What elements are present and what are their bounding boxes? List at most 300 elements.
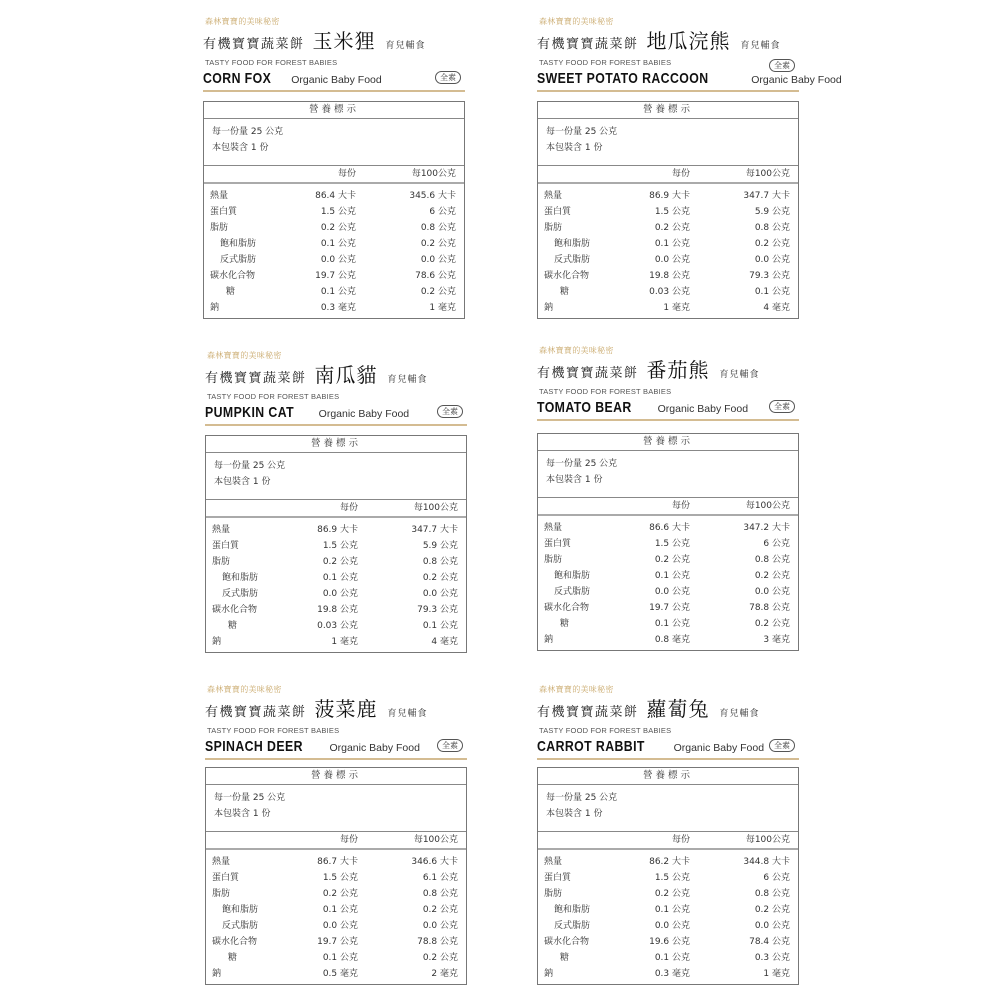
english-product-name: SPINACH DEER bbox=[205, 738, 303, 755]
nutrient-row-calories bbox=[204, 188, 464, 204]
col-per-100g: 每100公克 bbox=[413, 503, 458, 513]
nutrient-label: 飽和脂肪 bbox=[222, 905, 259, 915]
serving-size: 每一份量 25 公克 bbox=[212, 127, 284, 137]
nutrient-row-protein bbox=[538, 204, 798, 220]
per-serving-value: 86.9 大卡 bbox=[317, 525, 358, 535]
nutrient-label: 熱量 bbox=[544, 191, 563, 201]
serving-info bbox=[206, 785, 466, 832]
per-100g-value: 2 毫克 bbox=[431, 969, 458, 979]
nutrient-label: 脂肪 bbox=[544, 889, 563, 899]
divider bbox=[537, 90, 799, 92]
product-header bbox=[537, 345, 799, 423]
nutrient-row-fat bbox=[538, 220, 798, 236]
per-serving-value: 0.1 公克 bbox=[322, 573, 358, 583]
product-animal-name: 菠菜鹿 bbox=[314, 697, 378, 721]
col-per-100g: 每100公克 bbox=[413, 835, 458, 845]
english-title-line bbox=[205, 736, 420, 755]
nutrient-rows bbox=[206, 850, 466, 984]
nutrition-table-title: 營養標示 bbox=[206, 436, 466, 453]
per-serving-value: 1 毫克 bbox=[331, 637, 358, 647]
nutrient-label: 鈉 bbox=[212, 969, 222, 979]
nutrient-row-carbohydrate bbox=[538, 600, 798, 616]
col-per-100g: 每100公克 bbox=[745, 501, 790, 511]
nutrition-table bbox=[537, 767, 799, 985]
per-100g-value: 347.7 大卡 bbox=[411, 525, 458, 535]
nutrient-row-calories bbox=[538, 854, 798, 870]
per-100g-value: 0.8 公克 bbox=[420, 223, 456, 233]
product-title bbox=[205, 359, 428, 388]
tagline: 森林寶寶的美味秘密 bbox=[207, 351, 282, 360]
nutrition-table bbox=[203, 101, 465, 319]
english-product-name: TOMATO BEAR bbox=[537, 399, 632, 416]
per-serving-value: 1.5 公克 bbox=[654, 207, 690, 217]
nutrient-rows bbox=[538, 850, 798, 984]
serving-size: 每一份量 25 公克 bbox=[546, 459, 618, 469]
per-serving-value: 86.9 大卡 bbox=[649, 191, 690, 201]
per-serving-value: 0.03 公克 bbox=[317, 621, 358, 631]
per-serving-value: 19.7 公克 bbox=[315, 271, 356, 281]
organic-label: Organic Baby Food bbox=[329, 742, 420, 754]
per-100g-value: 347.7 大卡 bbox=[743, 191, 790, 201]
nutrition-table-title: 營養標示 bbox=[538, 434, 798, 451]
tasty-subtitle: TASTY FOOD FOR FOREST BABIES bbox=[207, 392, 340, 401]
per-serving-value: 0.2 公克 bbox=[654, 889, 690, 899]
nutrient-row-trans-fat bbox=[538, 252, 798, 268]
servings-per-pack: 本包裝含 1 份 bbox=[546, 143, 603, 153]
nutrition-table-title: 營養標示 bbox=[204, 102, 464, 119]
tasty-subtitle: TASTY FOOD FOR FOREST BABIES bbox=[539, 58, 672, 67]
per-serving-value: 19.8 公克 bbox=[649, 271, 690, 281]
per-100g-value: 79.3 公克 bbox=[417, 605, 458, 615]
nutrient-row-sugar bbox=[206, 618, 466, 634]
organic-label: Organic Baby Food bbox=[318, 408, 410, 420]
nutrient-label: 碳水化合物 bbox=[212, 937, 258, 947]
per-serving-value: 19.7 公克 bbox=[317, 937, 358, 947]
product-suffix: 育兒輔食 bbox=[719, 370, 760, 380]
per-100g-value: 6 公克 bbox=[429, 207, 456, 217]
nutrient-label: 糖 bbox=[560, 619, 570, 629]
nutrient-row-carbohydrate bbox=[538, 268, 798, 284]
per-serving-value: 1 毫克 bbox=[663, 303, 690, 313]
product-animal-name: 蘿蔔兔 bbox=[646, 697, 710, 721]
column-headers bbox=[206, 832, 466, 850]
english-title-line bbox=[537, 397, 748, 416]
divider bbox=[203, 90, 465, 92]
nutrient-row-carbohydrate bbox=[206, 934, 466, 950]
col-per-serving: 每份 bbox=[339, 503, 358, 513]
product-panel-corn-fox bbox=[203, 16, 465, 313]
per-100g-value: 78.6 公克 bbox=[415, 271, 456, 281]
per-100g-value: 347.2 大卡 bbox=[743, 523, 790, 533]
nutrient-row-fat bbox=[538, 886, 798, 902]
nutrient-rows bbox=[206, 518, 466, 652]
per-serving-value: 0.03 公克 bbox=[649, 287, 690, 297]
product-title bbox=[537, 25, 781, 54]
per-100g-value: 346.6 大卡 bbox=[411, 857, 458, 867]
nutrient-row-carbohydrate bbox=[206, 602, 466, 618]
nutrient-row-fat bbox=[206, 554, 466, 570]
serving-size: 每一份量 25 公克 bbox=[214, 793, 286, 803]
english-title-line bbox=[537, 68, 842, 87]
nutrient-label: 飽和脂肪 bbox=[220, 239, 257, 249]
nutrition-table bbox=[205, 435, 467, 653]
serving-info bbox=[538, 785, 798, 832]
per-100g-value: 0.0 公克 bbox=[420, 255, 456, 265]
per-serving-value: 0.0 公克 bbox=[654, 921, 690, 931]
per-100g-value: 0.0 公克 bbox=[754, 587, 790, 597]
per-serving-value: 0.1 公克 bbox=[654, 905, 690, 915]
per-100g-value: 0.8 公克 bbox=[754, 223, 790, 233]
per-serving-value: 0.1 公克 bbox=[320, 239, 356, 249]
product-panel-carrot-rabbit bbox=[537, 684, 799, 979]
organic-label: Organic Baby Food bbox=[751, 74, 842, 86]
per-serving-value: 0.1 公克 bbox=[320, 287, 356, 297]
nutrient-row-calories bbox=[538, 188, 798, 204]
vegan-badge: 全素 bbox=[769, 400, 795, 413]
divider bbox=[537, 419, 799, 421]
english-product-name: CORN FOX bbox=[203, 70, 272, 87]
per-serving-value: 0.1 公克 bbox=[322, 953, 358, 963]
nutrient-label: 糖 bbox=[228, 953, 238, 963]
tasty-subtitle: TASTY FOOD FOR FOREST BABIES bbox=[205, 58, 338, 67]
nutrient-label: 碳水化合物 bbox=[210, 271, 256, 281]
nutrient-label: 飽和脂肪 bbox=[554, 571, 591, 581]
per-100g-value: 0.0 公克 bbox=[422, 589, 458, 599]
product-header bbox=[537, 16, 842, 94]
nutrient-row-protein bbox=[206, 870, 466, 886]
nutrient-label: 反式脂肪 bbox=[554, 255, 591, 265]
nutrient-label: 碳水化合物 bbox=[544, 937, 590, 947]
per-serving-value: 0.0 公克 bbox=[320, 255, 356, 265]
per-100g-value: 0.2 公克 bbox=[422, 953, 458, 963]
per-100g-value: 1 毫克 bbox=[763, 969, 790, 979]
nutrient-row-protein bbox=[204, 204, 464, 220]
nutrition-table-title: 營養標示 bbox=[538, 768, 798, 785]
nutrient-label: 糖 bbox=[560, 953, 570, 963]
per-100g-value: 1 毫克 bbox=[429, 303, 456, 313]
per-100g-value: 78.4 公克 bbox=[749, 937, 790, 947]
nutrient-label: 碳水化合物 bbox=[544, 603, 590, 613]
nutrient-row-trans-fat bbox=[538, 918, 798, 934]
nutrient-row-sugar bbox=[538, 950, 798, 966]
per-100g-value: 4 毫克 bbox=[763, 303, 790, 313]
nutrient-label: 糖 bbox=[226, 287, 236, 297]
nutrient-label: 蛋白質 bbox=[210, 207, 238, 217]
col-per-serving: 每份 bbox=[337, 169, 356, 179]
nutrient-label: 蛋白質 bbox=[544, 207, 572, 217]
per-serving-value: 0.8 毫克 bbox=[654, 635, 690, 645]
serving-info bbox=[204, 119, 464, 166]
per-100g-value: 345.6 大卡 bbox=[409, 191, 456, 201]
per-serving-value: 0.2 公克 bbox=[322, 557, 358, 567]
product-header bbox=[205, 350, 467, 428]
nutrient-label: 飽和脂肪 bbox=[222, 573, 259, 583]
english-title-line bbox=[205, 402, 409, 421]
english-product-name: PUMPKIN CAT bbox=[205, 404, 295, 421]
column-headers bbox=[538, 832, 798, 850]
nutrient-label: 熱量 bbox=[212, 525, 231, 535]
nutrient-row-sodium bbox=[538, 966, 798, 982]
tagline: 森林寶寶的美味秘密 bbox=[207, 685, 282, 694]
serving-size: 每一份量 25 公克 bbox=[546, 793, 618, 803]
nutrient-row-saturated-fat bbox=[204, 236, 464, 252]
product-header bbox=[205, 684, 467, 762]
per-100g-value: 0.0 公克 bbox=[754, 921, 790, 931]
organic-label: Organic Baby Food bbox=[657, 403, 749, 415]
column-headers bbox=[538, 498, 798, 516]
nutrient-row-sodium bbox=[538, 632, 798, 648]
per-serving-value: 0.3 毫克 bbox=[320, 303, 356, 313]
nutrient-row-saturated-fat bbox=[206, 902, 466, 918]
nutrient-label: 脂肪 bbox=[212, 889, 231, 899]
nutrient-row-fat bbox=[206, 886, 466, 902]
per-serving-value: 86.7 大卡 bbox=[317, 857, 358, 867]
nutrient-row-trans-fat bbox=[206, 918, 466, 934]
vegan-badge: 全素 bbox=[437, 405, 463, 418]
nutrient-row-sugar bbox=[206, 950, 466, 966]
nutrient-label: 蛋白質 bbox=[544, 539, 572, 549]
english-title-line bbox=[537, 736, 764, 755]
nutrient-label: 脂肪 bbox=[212, 557, 231, 567]
nutrient-label: 蛋白質 bbox=[212, 541, 240, 551]
serving-size: 每一份量 25 公克 bbox=[214, 461, 286, 471]
per-serving-value: 19.8 公克 bbox=[317, 605, 358, 615]
nutrient-label: 熱量 bbox=[212, 857, 231, 867]
per-100g-value: 0.8 公克 bbox=[754, 889, 790, 899]
product-suffix: 育兒輔食 bbox=[719, 709, 760, 719]
col-per-serving: 每份 bbox=[671, 835, 690, 845]
per-100g-value: 78.8 公克 bbox=[417, 937, 458, 947]
per-100g-value: 6 公克 bbox=[763, 873, 790, 883]
nutrient-row-protein bbox=[206, 538, 466, 554]
product-panel-pumpkin-cat bbox=[205, 350, 467, 647]
per-100g-value: 0.8 公克 bbox=[422, 557, 458, 567]
nutrient-row-trans-fat bbox=[206, 586, 466, 602]
product-animal-name: 南瓜貓 bbox=[314, 363, 378, 387]
per-serving-value: 1.5 公克 bbox=[654, 873, 690, 883]
english-title-line bbox=[203, 68, 382, 87]
per-serving-value: 0.1 公克 bbox=[654, 571, 690, 581]
nutrient-label: 蛋白質 bbox=[544, 873, 572, 883]
nutrient-label: 鈉 bbox=[544, 969, 554, 979]
per-serving-value: 1.5 公克 bbox=[322, 873, 358, 883]
product-prefix: 有機寶寶蔬菜餅 bbox=[537, 366, 639, 381]
per-serving-value: 19.7 公克 bbox=[649, 603, 690, 613]
nutrient-label: 反式脂肪 bbox=[222, 589, 259, 599]
per-100g-value: 6.1 公克 bbox=[422, 873, 458, 883]
nutrient-row-fat bbox=[204, 220, 464, 236]
per-serving-value: 0.0 公克 bbox=[322, 921, 358, 931]
product-animal-name: 地瓜浣熊 bbox=[646, 29, 731, 53]
col-per-100g: 每100公克 bbox=[411, 169, 456, 179]
nutrition-table-title: 營養標示 bbox=[206, 768, 466, 785]
per-serving-value: 0.1 公克 bbox=[322, 905, 358, 915]
per-serving-value: 0.0 公克 bbox=[654, 587, 690, 597]
nutrient-row-sugar bbox=[204, 284, 464, 300]
nutrient-label: 熱量 bbox=[544, 857, 563, 867]
nutrient-row-calories bbox=[206, 522, 466, 538]
per-100g-value: 0.2 公克 bbox=[422, 905, 458, 915]
per-100g-value: 0.2 公克 bbox=[754, 905, 790, 915]
divider bbox=[537, 758, 799, 760]
product-title bbox=[537, 354, 760, 383]
product-panel-spinach-deer bbox=[205, 684, 467, 979]
per-100g-value: 344.8 大卡 bbox=[743, 857, 790, 867]
product-prefix: 有機寶寶蔬菜餅 bbox=[205, 371, 307, 386]
nutrient-label: 反式脂肪 bbox=[554, 587, 591, 597]
column-headers bbox=[538, 166, 798, 184]
per-serving-value: 0.0 公克 bbox=[322, 589, 358, 599]
nutrient-row-saturated-fat bbox=[538, 902, 798, 918]
per-100g-value: 0.2 公克 bbox=[754, 239, 790, 249]
nutrient-row-sodium bbox=[538, 300, 798, 316]
product-suffix: 育兒輔食 bbox=[387, 375, 428, 385]
product-prefix: 有機寶寶蔬菜餅 bbox=[537, 37, 639, 52]
nutrient-label: 反式脂肪 bbox=[554, 921, 591, 931]
per-100g-value: 0.3 公克 bbox=[754, 953, 790, 963]
product-prefix: 有機寶寶蔬菜餅 bbox=[205, 705, 307, 720]
nutrient-row-protein bbox=[538, 536, 798, 552]
divider bbox=[205, 758, 467, 760]
vegan-badge: 全素 bbox=[437, 739, 463, 752]
product-panel-sweet-potato-raccoon bbox=[537, 16, 842, 313]
per-100g-value: 0.0 公克 bbox=[754, 255, 790, 265]
per-serving-value: 0.5 毫克 bbox=[322, 969, 358, 979]
nutrient-label: 反式脂肪 bbox=[220, 255, 257, 265]
per-serving-value: 1.5 公克 bbox=[322, 541, 358, 551]
nutrient-rows bbox=[204, 184, 464, 318]
per-100g-value: 0.2 公克 bbox=[754, 619, 790, 629]
nutrient-label: 鈉 bbox=[210, 303, 220, 313]
nutrient-label: 熱量 bbox=[210, 191, 229, 201]
per-serving-value: 86.4 大卡 bbox=[315, 191, 356, 201]
nutrient-label: 飽和脂肪 bbox=[554, 239, 591, 249]
product-panel-tomato-bear bbox=[537, 345, 799, 645]
per-100g-value: 79.3 公克 bbox=[749, 271, 790, 281]
nutrient-label: 鈉 bbox=[544, 303, 554, 313]
per-100g-value: 78.8 公克 bbox=[749, 603, 790, 613]
product-title bbox=[537, 693, 760, 722]
nutrient-row-fat bbox=[538, 552, 798, 568]
serving-info bbox=[206, 453, 466, 500]
vegan-badge: 全素 bbox=[769, 739, 795, 752]
nutrient-row-sodium bbox=[206, 634, 466, 650]
tasty-subtitle: TASTY FOOD FOR FOREST BABIES bbox=[207, 726, 340, 735]
nutrient-label: 蛋白質 bbox=[212, 873, 240, 883]
tagline: 森林寶寶的美味秘密 bbox=[539, 685, 614, 694]
nutrient-row-sugar bbox=[538, 616, 798, 632]
per-serving-value: 1.5 公克 bbox=[320, 207, 356, 217]
servings-per-pack: 本包裝含 1 份 bbox=[546, 475, 603, 485]
product-prefix: 有機寶寶蔬菜餅 bbox=[537, 705, 639, 720]
tasty-subtitle: TASTY FOOD FOR FOREST BABIES bbox=[539, 387, 672, 396]
column-headers bbox=[204, 166, 464, 184]
nutrient-row-trans-fat bbox=[538, 584, 798, 600]
serving-info bbox=[538, 451, 798, 498]
col-per-serving: 每份 bbox=[671, 501, 690, 511]
servings-per-pack: 本包裝含 1 份 bbox=[546, 809, 603, 819]
per-serving-value: 0.2 公克 bbox=[654, 223, 690, 233]
organic-label: Organic Baby Food bbox=[291, 74, 382, 86]
servings-per-pack: 本包裝含 1 份 bbox=[214, 477, 271, 487]
per-serving-value: 0.1 公克 bbox=[654, 953, 690, 963]
nutrient-label: 鈉 bbox=[212, 637, 222, 647]
nutrient-row-saturated-fat bbox=[538, 568, 798, 584]
servings-per-pack: 本包裝含 1 份 bbox=[214, 809, 271, 819]
nutrient-label: 脂肪 bbox=[210, 223, 229, 233]
nutrient-row-sugar bbox=[538, 284, 798, 300]
tagline: 森林寶寶的美味秘密 bbox=[539, 346, 614, 355]
nutrient-row-trans-fat bbox=[204, 252, 464, 268]
per-serving-value: 19.6 公克 bbox=[649, 937, 690, 947]
tasty-subtitle: TASTY FOOD FOR FOREST BABIES bbox=[539, 726, 672, 735]
product-animal-name: 玉米狸 bbox=[312, 29, 376, 53]
nutrient-row-sodium bbox=[204, 300, 464, 316]
nutrition-table bbox=[205, 767, 467, 985]
per-100g-value: 3 毫克 bbox=[763, 635, 790, 645]
per-serving-value: 86.6 大卡 bbox=[649, 523, 690, 533]
vegan-badge: 全素 bbox=[769, 59, 795, 72]
per-100g-value: 0.2 公克 bbox=[420, 239, 456, 249]
nutrient-row-carbohydrate bbox=[204, 268, 464, 284]
per-100g-value: 0.2 公克 bbox=[422, 573, 458, 583]
per-serving-value: 0.2 公克 bbox=[320, 223, 356, 233]
per-100g-value: 0.1 公克 bbox=[754, 287, 790, 297]
product-header bbox=[537, 684, 799, 762]
col-per-100g: 每100公克 bbox=[745, 835, 790, 845]
tagline: 森林寶寶的美味秘密 bbox=[539, 17, 614, 26]
col-per-serving: 每份 bbox=[671, 169, 690, 179]
per-100g-value: 5.9 公克 bbox=[422, 541, 458, 551]
organic-label: Organic Baby Food bbox=[673, 742, 765, 754]
nutrient-label: 飽和脂肪 bbox=[554, 905, 591, 915]
tagline: 森林寶寶的美味秘密 bbox=[205, 17, 280, 26]
nutrient-label: 糖 bbox=[560, 287, 570, 297]
product-header bbox=[203, 16, 465, 94]
per-100g-value: 0.0 公克 bbox=[422, 921, 458, 931]
product-animal-name: 番茄熊 bbox=[646, 358, 710, 382]
per-100g-value: 6 公克 bbox=[763, 539, 790, 549]
column-headers bbox=[206, 500, 466, 518]
per-100g-value: 0.8 公克 bbox=[422, 889, 458, 899]
nutrient-row-calories bbox=[206, 854, 466, 870]
per-100g-value: 0.8 公克 bbox=[754, 555, 790, 565]
product-title bbox=[205, 693, 428, 722]
per-serving-value: 0.0 公克 bbox=[654, 255, 690, 265]
nutrient-row-saturated-fat bbox=[206, 570, 466, 586]
serving-info bbox=[538, 119, 798, 166]
per-serving-value: 0.3 毫克 bbox=[654, 969, 690, 979]
english-product-name: CARROT RABBIT bbox=[537, 738, 645, 755]
english-product-name: SWEET POTATO RACCOON bbox=[537, 70, 709, 87]
col-per-serving: 每份 bbox=[339, 835, 358, 845]
nutrient-label: 脂肪 bbox=[544, 555, 563, 565]
nutrient-label: 熱量 bbox=[544, 523, 563, 533]
serving-size: 每一份量 25 公克 bbox=[546, 127, 618, 137]
per-serving-value: 0.2 公克 bbox=[654, 555, 690, 565]
per-serving-value: 0.2 公克 bbox=[322, 889, 358, 899]
nutrient-label: 碳水化合物 bbox=[544, 271, 590, 281]
per-100g-value: 0.2 公克 bbox=[754, 571, 790, 581]
nutrient-label: 脂肪 bbox=[544, 223, 563, 233]
servings-per-pack: 本包裝含 1 份 bbox=[212, 143, 269, 153]
nutrient-rows bbox=[538, 516, 798, 650]
nutrient-label: 鈉 bbox=[544, 635, 554, 645]
product-suffix: 育兒輔食 bbox=[385, 41, 426, 51]
product-suffix: 育兒輔食 bbox=[387, 709, 428, 719]
per-serving-value: 86.2 大卡 bbox=[649, 857, 690, 867]
per-100g-value: 5.9 公克 bbox=[754, 207, 790, 217]
